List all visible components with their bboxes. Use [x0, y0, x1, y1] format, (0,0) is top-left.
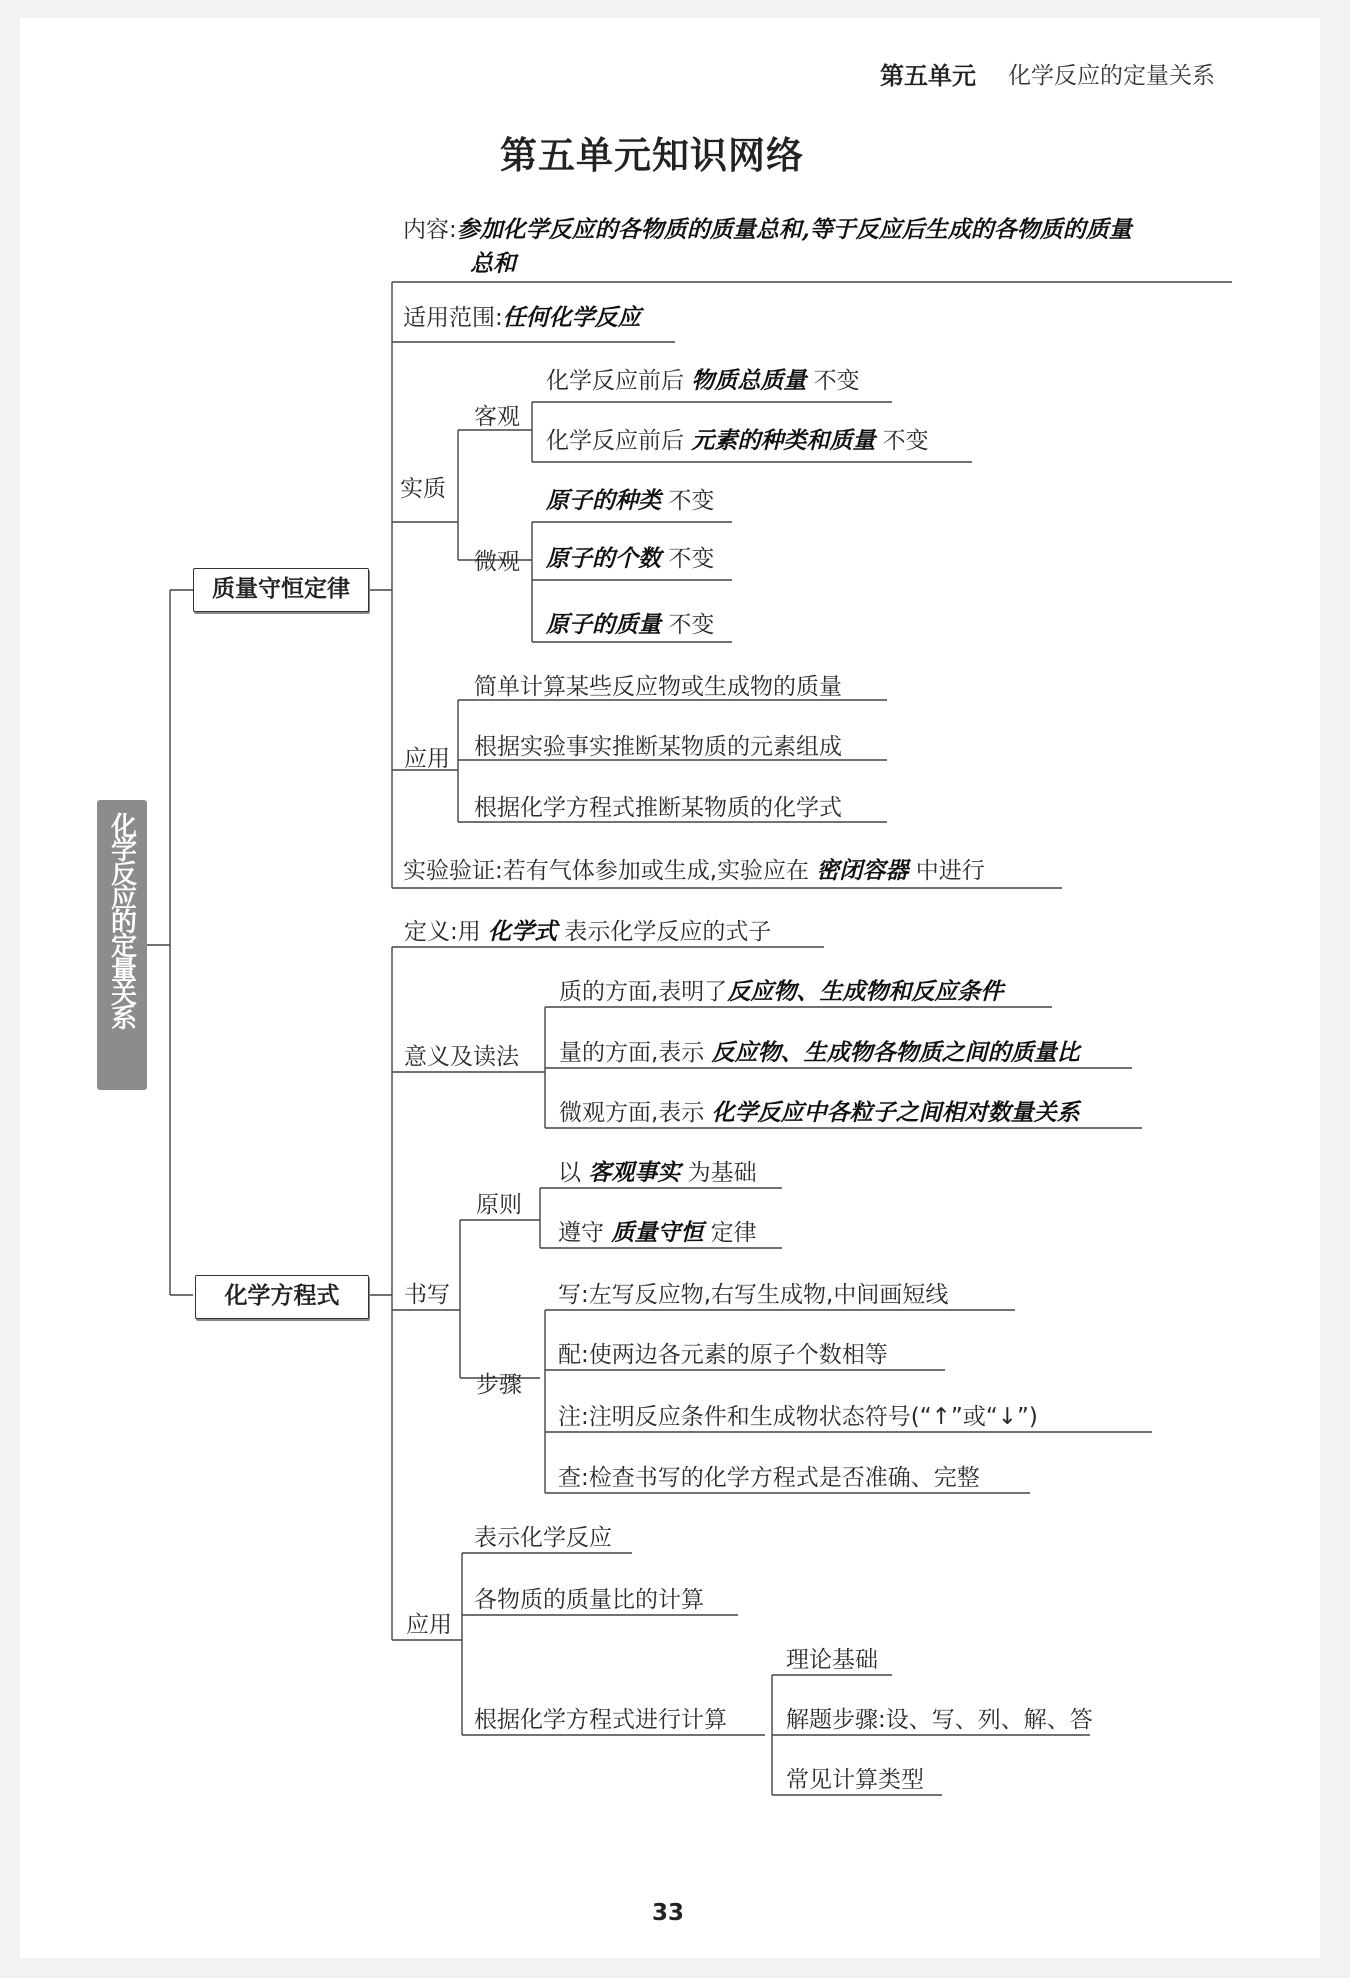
- principle-item: 以 客观事实 为基础: [558, 1159, 757, 1186]
- principle-label: 原则: [476, 1192, 522, 1218]
- principle-item: 遵守 质量守恒 定律: [558, 1219, 757, 1246]
- node-chemical-equation: 化学方程式: [195, 1275, 369, 1319]
- macro-label: 客观: [474, 404, 520, 430]
- step-item: 查:检查书写的化学方程式是否准确、完整: [558, 1465, 980, 1491]
- meaning-item: 质的方面,表明了反应物、生成物和反应条件: [559, 978, 1004, 1005]
- steps-label: 步骤: [476, 1372, 522, 1398]
- calc-item: 理论基础: [786, 1647, 878, 1673]
- equation-application-item: 各物质的质量比的计算: [474, 1587, 704, 1613]
- step-item: 配:使两边各元素的原子个数相等: [558, 1342, 888, 1368]
- equation-application-label: 应用: [406, 1612, 452, 1638]
- step-item: 注:注明反应条件和生成物状态符号(“↑”或“↓”): [558, 1404, 1038, 1430]
- calc-item: 解题步骤:设、写、列、解、答: [786, 1707, 1093, 1733]
- essence-label: 实质: [400, 476, 446, 502]
- root-topic-box: [97, 800, 147, 1090]
- header-topic: 化学反应的定量关系: [1008, 63, 1215, 89]
- meaning-label: 意义及读法: [404, 1044, 519, 1070]
- micro-label: 微观: [474, 549, 520, 575]
- calc-label: 根据化学方程式进行计算: [474, 1707, 727, 1733]
- micro-item: 原子的质量 不变: [546, 611, 715, 638]
- law-scope: 适用范围:任何化学反应: [403, 304, 641, 331]
- law-application-item: 根据实验事实推断某物质的元素组成: [474, 734, 842, 760]
- step-item: 写:左写反应物,右写生成物,中间画短线: [558, 1282, 949, 1308]
- equation-application-item: 表示化学反应: [474, 1525, 612, 1551]
- meaning-item: 量的方面,表示 反应物、生成物各物质之间的质量比: [559, 1039, 1080, 1066]
- law-content-continued: 总和: [470, 250, 516, 277]
- macro-item: 化学反应前后 元素的种类和质量 不变: [546, 427, 929, 454]
- law-content: 内容:参加化学反应的各物质的质量总和,等于反应后生成的各物质的质量: [403, 216, 1132, 243]
- law-application-label: 应用: [404, 746, 450, 772]
- header-unit: 第五单元: [880, 62, 976, 90]
- equation-definition: 定义:用 化学式 表示化学反应的式子: [404, 918, 772, 945]
- calc-item: 常见计算类型: [786, 1767, 924, 1793]
- law-experiment: 实验验证:若有气体参加或生成,实验应在 密闭容器 中进行: [403, 857, 985, 884]
- node-law-of-conservation: 质量守恒定律: [193, 568, 369, 612]
- root-topic-label: 化学反应的定量关系: [106, 812, 137, 1028]
- writing-label: 书写: [404, 1282, 450, 1308]
- law-application-item: 根据化学方程式推断某物质的化学式: [474, 795, 842, 821]
- law-application-item: 简单计算某些反应物或生成物的质量: [474, 674, 842, 700]
- page-title: 第五单元知识网络: [500, 134, 804, 177]
- macro-item: 化学反应前后 物质总质量 不变: [546, 367, 860, 394]
- meaning-item: 微观方面,表示 化学反应中各粒子之间相对数量关系: [559, 1099, 1080, 1126]
- micro-item: 原子的种类 不变: [546, 487, 715, 514]
- page-number: 33: [652, 1900, 685, 1926]
- micro-item: 原子的个数 不变: [546, 545, 715, 572]
